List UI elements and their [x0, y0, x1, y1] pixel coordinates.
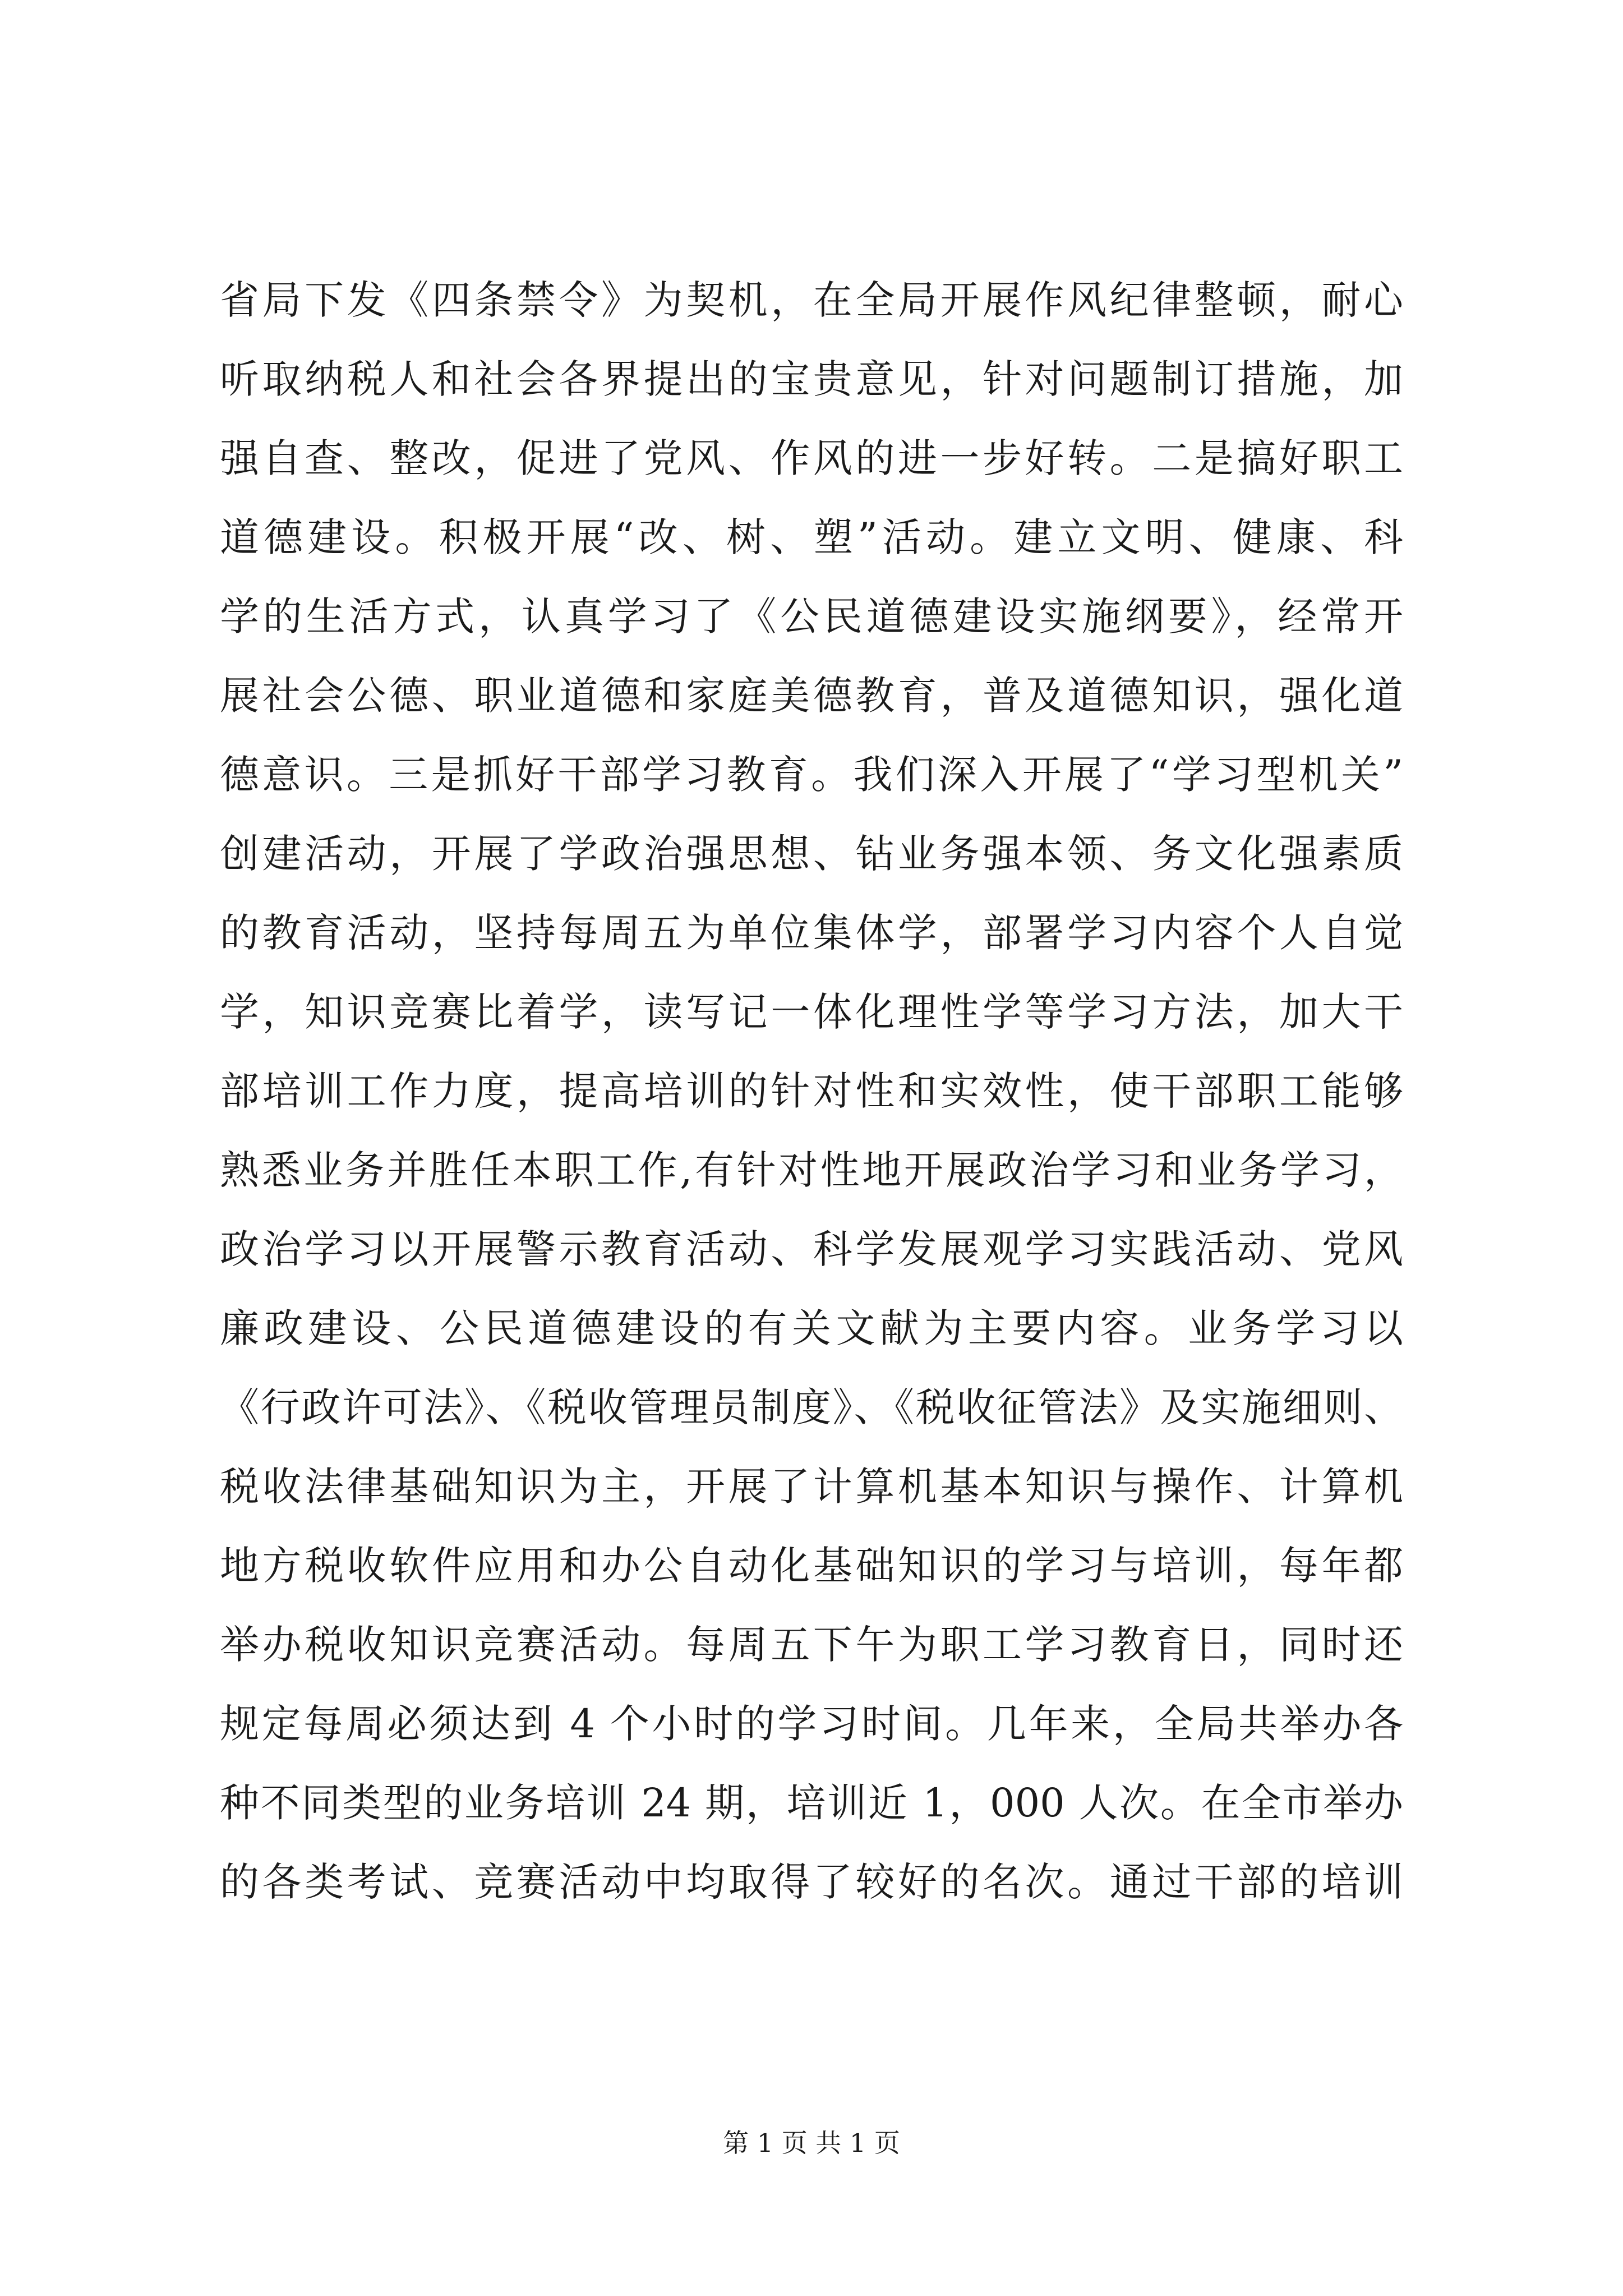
text-line: 地方税收软件应用和办公自动化基础知识的学习与培训，每年都 — [220, 1543, 1403, 1589]
text-line: 种不同类型的业务培训 24 期，培训近 1，000 人次。在全市举办 — [220, 1780, 1403, 1826]
text-line: 廉政建设、公民道德建设的有关文献为主要内容。业务学习以 — [220, 1305, 1403, 1351]
text-line: 举办税收知识竞赛活动。每周五下午为职工学习教育日，同时还 — [220, 1622, 1403, 1668]
text-line: 道德建设。积极开展“改、树、塑”活动。建立文明、健康、科 — [220, 514, 1403, 560]
text-line: 听取纳税人和社会各界提出的宝贵意见，针对问题制订措施，加 — [220, 356, 1403, 402]
text-line: 的教育活动，坚持每周五为单位集体学，部署学习内容个人自觉 — [220, 910, 1403, 956]
text-line: 规定每周必须达到 4 个小时的学习时间。几年来，全局共举办各 — [220, 1701, 1403, 1747]
page-number-footer: 第 1 页 共 1 页 — [723, 2128, 900, 2158]
text-line: 学的生活方式，认真学习了《公民道德建设实施纲要》，经常开 — [220, 593, 1403, 639]
text-line: 学，知识竞赛比着学，读写记一体化理性学等学习方法，加大干 — [220, 989, 1403, 1035]
text-line: 省局下发《四条禁令》为契机，在全局开展作风纪律整顿，耐心 — [220, 277, 1403, 323]
text-line: 展社会公德、职业道德和家庭美德教育，普及道德知识，强化道 — [220, 673, 1403, 719]
text-line: 熟悉业务并胜任本职工作,有针对性地开展政治学习和业务学习， — [220, 1147, 1403, 1193]
text-line: 税收法律基础知识为主，开展了计算机基本知识与操作、计算机 — [220, 1464, 1403, 1510]
text-line: 《行政许可法》、《税收管理员制度》、《税收征管法》及实施细则、 — [220, 1384, 1403, 1430]
text-line: 政治学习以开展警示教育活动、科学发展观学习实践活动、党风 — [220, 1226, 1403, 1272]
body-paragraph — [220, 261, 1403, 1922]
text-line: 德意识。三是抓好干部学习教育。我们深入开展了“学习型机关” — [220, 752, 1403, 798]
text-line: 创建活动，开展了学政治强思想、钻业务强本领、务文化强素质 — [220, 831, 1403, 877]
text-line: 的各类考试、竞赛活动中均取得了较好的名次。通过干部的培训 — [220, 1859, 1403, 1905]
text-line: 强自查、整改，促进了党风、作风的进一步好转。二是搞好职工 — [220, 435, 1403, 481]
text-line: 部培训工作力度，提高培训的针对性和实效性，使干部职工能够 — [220, 1068, 1403, 1114]
